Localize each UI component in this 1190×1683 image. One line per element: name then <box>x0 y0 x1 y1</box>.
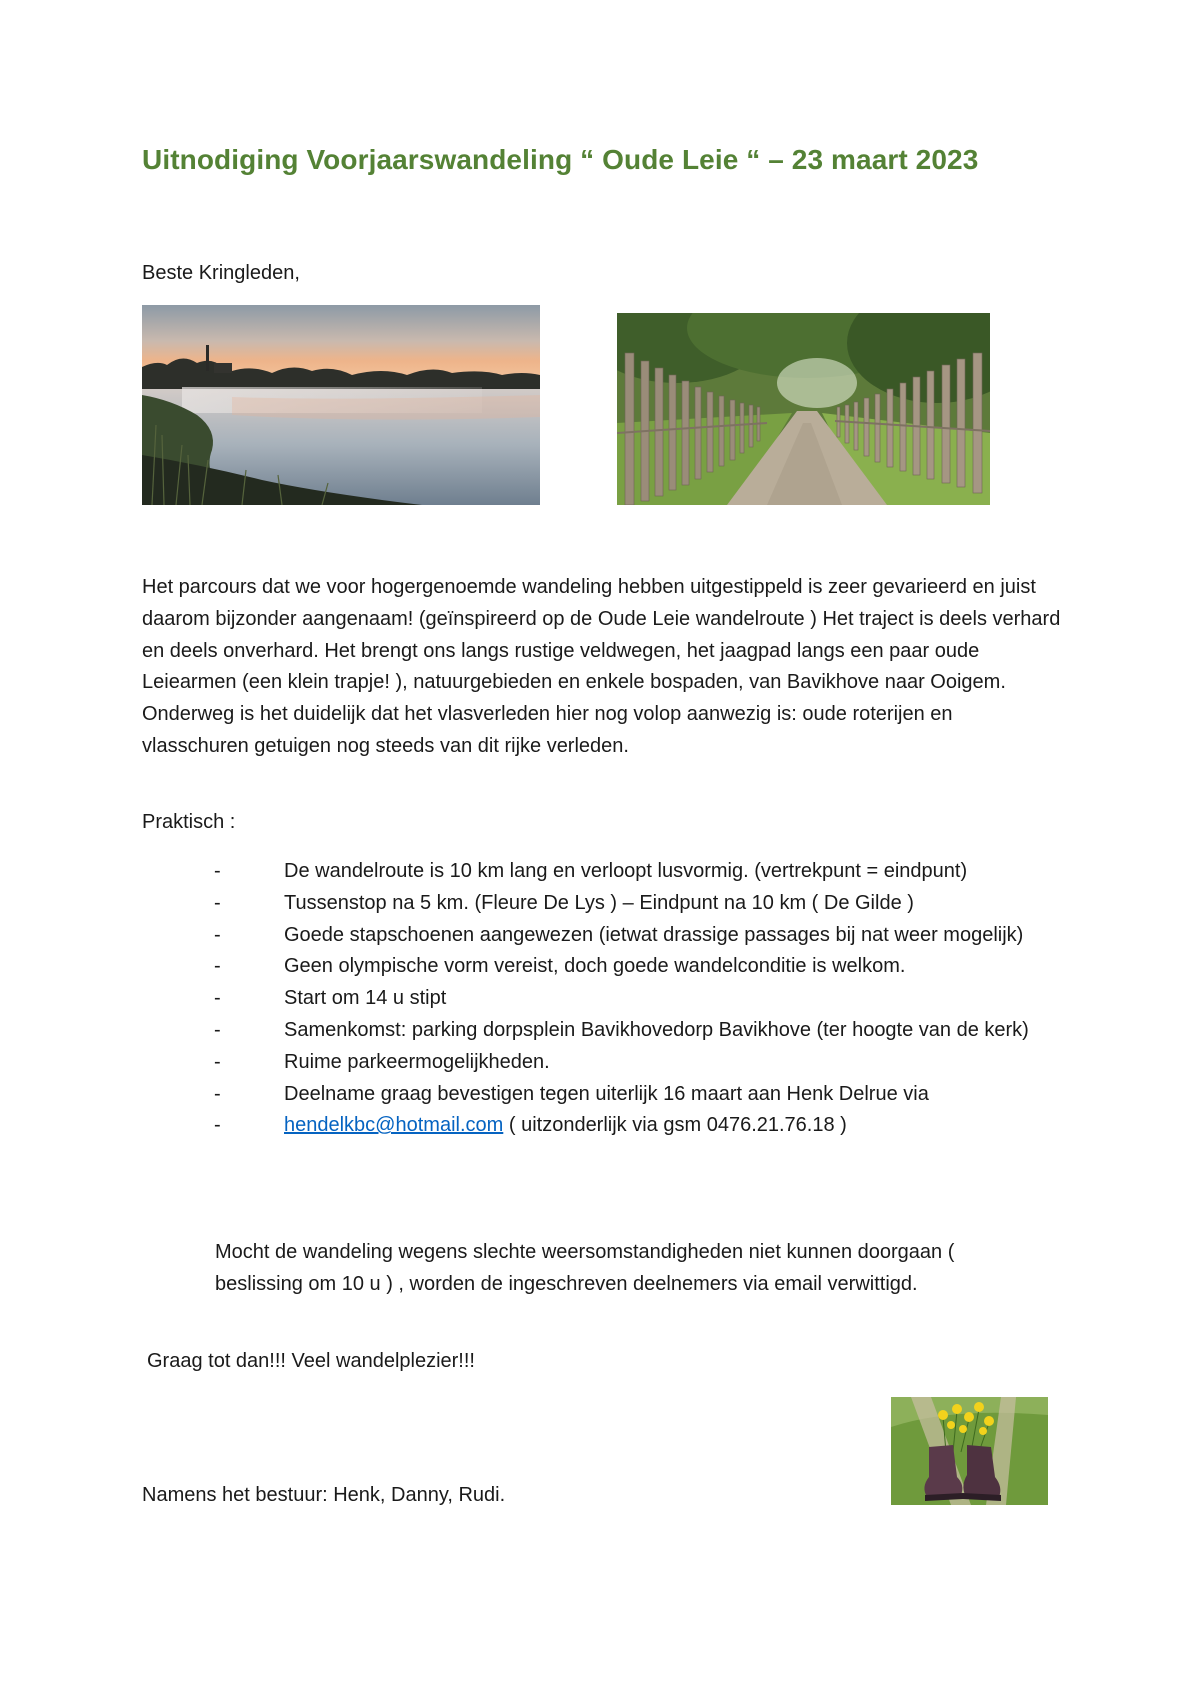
contact-list-item <box>142 1110 1062 1142</box>
bullet-marker: - <box>214 987 221 1010</box>
weather-note: Mocht de wandeling wegens slechte weersomstandigheden niet kunnen doorgaan ( beslissing om 10 u ) , worden de ingeschreven deelnemers via email verwittigd. <box>215 1241 955 1295</box>
closing-line: Graag tot dan!!! Veel wandelplezier!!! <box>147 1350 475 1372</box>
river-sunrise-photo <box>142 305 540 505</box>
list-item-text: Samenkomst: parking dorpsplein Bavikhovedorp Bavikhove (ter hoogte van de kerk) <box>284 1018 1029 1041</box>
practical-list <box>142 856 1062 1142</box>
list-item <box>142 856 1062 888</box>
list-item <box>142 1015 1062 1047</box>
salutation: Beste Kringleden, <box>142 262 300 284</box>
list-item-text: Tussenstop na 5 km. (Fleure De Lys ) – Eindpunt na 10 km ( De Gilde ) <box>284 891 914 914</box>
bullet-marker: - <box>214 1050 221 1073</box>
bullet-marker: - <box>214 891 221 914</box>
list-item <box>142 1047 1062 1079</box>
email-link[interactable]: hendelkbc@hotmail.com <box>284 1114 504 1137</box>
list-item-text: Goede stapschoenen aangewezen (ietwat drassige passages bij nat weer mogelijk) <box>284 923 1024 946</box>
fenced-path-photo <box>617 313 990 505</box>
list-item-text: Deelname graag bevestigen tegen uiterlijk 16 maart aan Henk Delrue via <box>284 1082 929 1105</box>
bullet-marker: - <box>214 1082 221 1105</box>
boots-flowers-photo <box>891 1397 1048 1505</box>
list-item-text: Geen olympische vorm vereist, doch goede wandelconditie is welkom. <box>284 955 906 978</box>
phone-note: ( uitzonderlijk via gsm 0476.21.76.18 ) <box>503 1114 847 1137</box>
intro-paragraph: Het parcours dat we voor hogergenoemde wandeling hebben uitgestippeld is zeer gevarieerd en juist daarom bijzonder aangenaam! (geïnspireerd op de Oude Leie wandelroute ) Het traject is deels verhard en deels onverhard. Het brengt ons langs rustige veldwegen, het jaagpad langs een paar oude Leiearmen (een klein trapje! ), natuurgebieden en enkele bospaden, van Bavikhove naar Ooigem. Onderweg is het duidelijk dat het vlasverleden hier nog volop aanwezig is: oude roterijen en vlasschuren getuigen nog steeds van dit rijke verleden. <box>142 576 1061 757</box>
list-item <box>142 920 1062 952</box>
bullet-marker: - <box>214 860 221 882</box>
bullet-marker: - <box>214 955 221 978</box>
bullet-marker: - <box>214 1114 221 1137</box>
list-item <box>142 1079 1062 1111</box>
signature: Namens het bestuur: Henk, Danny, Rudi. <box>142 1484 506 1506</box>
bullet-marker: - <box>214 1018 221 1041</box>
list-item-text: Ruime parkeermogelijkheden. <box>284 1050 550 1073</box>
bullet-marker: - <box>214 923 221 946</box>
list-item-text: De wandelroute is 10 km lang en verloopt lusvormig. (vertrekpunt = eindpunt) <box>284 860 968 882</box>
list-item <box>142 888 1062 920</box>
list-item-text: Start om 14 u stipt <box>284 987 447 1010</box>
list-item <box>142 951 1062 983</box>
practical-heading: Praktisch : <box>142 811 236 833</box>
document-title: Uitnodiging Voorjaarswandeling “ Oude Leie “ – 23 maart 2023 <box>142 144 979 175</box>
list-item <box>142 983 1062 1015</box>
